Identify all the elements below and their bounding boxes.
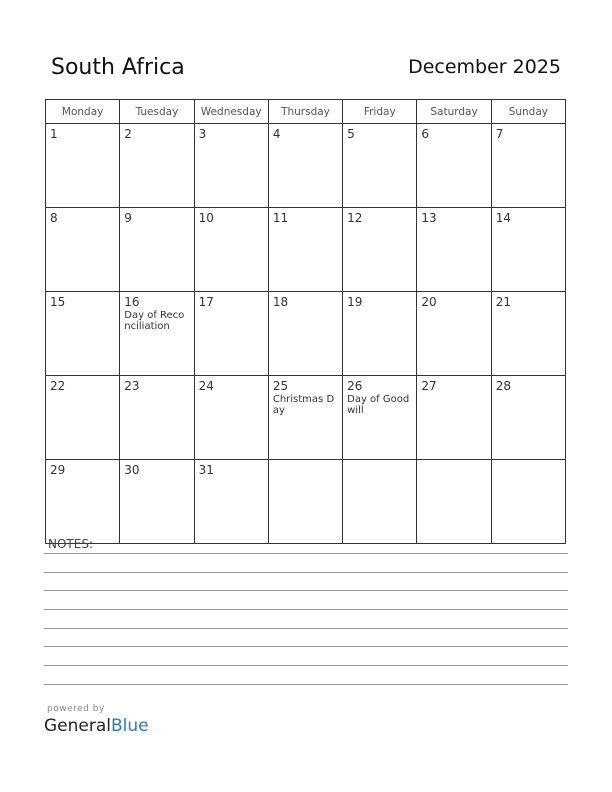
- day-number: 1: [50, 127, 58, 141]
- note-line: [44, 609, 568, 610]
- day-cell: [120, 292, 194, 376]
- day-number: 25: [272, 379, 289, 393]
- weekday-monday: Monday: [46, 100, 120, 124]
- day-cell: [417, 208, 491, 292]
- day-cell: [120, 376, 194, 460]
- day-cell: [417, 376, 491, 460]
- country-title: South Africa: [51, 55, 185, 80]
- note-line: [44, 590, 568, 591]
- day-number: 24: [198, 379, 214, 393]
- day-number: 18: [272, 295, 289, 309]
- day-cell: [194, 292, 268, 376]
- weekday-tuesday: Tuesday: [120, 100, 194, 124]
- day-number: 5: [347, 127, 355, 141]
- day-number: 8: [50, 211, 58, 225]
- day-number: 23: [124, 379, 140, 393]
- day-number: 12: [347, 211, 363, 225]
- note-line: [44, 553, 568, 554]
- day-cell: [343, 376, 417, 460]
- day-number: 4: [272, 127, 281, 141]
- day-cell: [343, 208, 417, 292]
- day-cell: [343, 460, 417, 544]
- day-number: 9: [124, 211, 132, 225]
- day-cell: [120, 460, 194, 544]
- powered-by-text: powered by: [47, 704, 105, 714]
- day-number: 11: [272, 211, 289, 225]
- holiday-label: Day of Goodwill: [347, 394, 410, 416]
- weekday-header-row: [46, 100, 566, 124]
- note-line: [44, 684, 568, 685]
- day-cell: [268, 292, 342, 376]
- brand-logo[interactable]: [44, 716, 149, 736]
- day-number: 21: [495, 295, 511, 309]
- day-number: 31: [198, 463, 214, 477]
- day-number: 27: [421, 379, 437, 393]
- day-number: 14: [495, 211, 511, 225]
- day-cell: [194, 208, 268, 292]
- day-cell: [417, 124, 491, 208]
- holiday-label: Christmas Day: [272, 394, 335, 416]
- day-number: 20: [421, 295, 437, 309]
- weekday-thursday: Thursday: [268, 100, 342, 124]
- day-cell: [46, 124, 120, 208]
- day-number: 6: [421, 127, 430, 141]
- notes-label: NOTES:: [48, 537, 93, 551]
- day-cell: [343, 292, 417, 376]
- day-number: 22: [50, 379, 66, 393]
- day-cell: [491, 124, 565, 208]
- day-number: 3: [198, 127, 207, 141]
- brand-blue: Blue: [111, 716, 149, 736]
- day-number: 15: [50, 295, 66, 309]
- day-cell: [417, 460, 491, 544]
- holiday-label: Day of Reconciliation: [124, 310, 185, 332]
- day-number: 16: [124, 295, 140, 309]
- day-cell: [268, 460, 342, 544]
- day-cell: [46, 292, 120, 376]
- note-line: [44, 646, 568, 647]
- weekday-sunday: Sunday: [491, 100, 565, 124]
- weekday-saturday: Saturday: [417, 100, 491, 124]
- day-number: 10: [198, 211, 214, 225]
- weekday-friday: Friday: [343, 100, 417, 124]
- day-cell: [491, 376, 565, 460]
- day-cell: [268, 124, 342, 208]
- calendar-grid: [45, 99, 566, 544]
- day-number: 30: [124, 463, 140, 477]
- day-cell: [46, 376, 120, 460]
- day-cell: [46, 460, 120, 544]
- day-cell: [120, 124, 194, 208]
- day-cell: [120, 208, 194, 292]
- day-cell: [343, 124, 417, 208]
- day-cell: [46, 208, 120, 292]
- day-cell: [268, 208, 342, 292]
- day-cell: [194, 124, 268, 208]
- day-cell: [194, 460, 268, 544]
- day-cell: [491, 292, 565, 376]
- week-row: [46, 460, 566, 544]
- note-line: [44, 665, 568, 666]
- day-number: 29: [50, 463, 66, 477]
- week-row: [46, 292, 566, 376]
- week-row: [46, 376, 566, 460]
- month-title: December 2025: [408, 56, 561, 78]
- note-line: [44, 628, 568, 629]
- weekday-wednesday: Wednesday: [194, 100, 268, 124]
- day-number: 28: [495, 379, 511, 393]
- day-number: 7: [495, 127, 504, 141]
- week-row: [46, 124, 566, 208]
- day-number: 26: [347, 379, 363, 393]
- day-cell: [417, 292, 491, 376]
- day-number: 19: [347, 295, 363, 309]
- day-cell: [491, 460, 565, 544]
- brand-general: General: [44, 716, 111, 736]
- day-number: 2: [124, 127, 132, 141]
- day-cell: [194, 376, 268, 460]
- note-line: [44, 572, 568, 573]
- week-row: [46, 208, 566, 292]
- day-number: 13: [421, 211, 437, 225]
- day-cell: [491, 208, 565, 292]
- day-number: 17: [198, 295, 214, 309]
- day-cell: [268, 376, 342, 460]
